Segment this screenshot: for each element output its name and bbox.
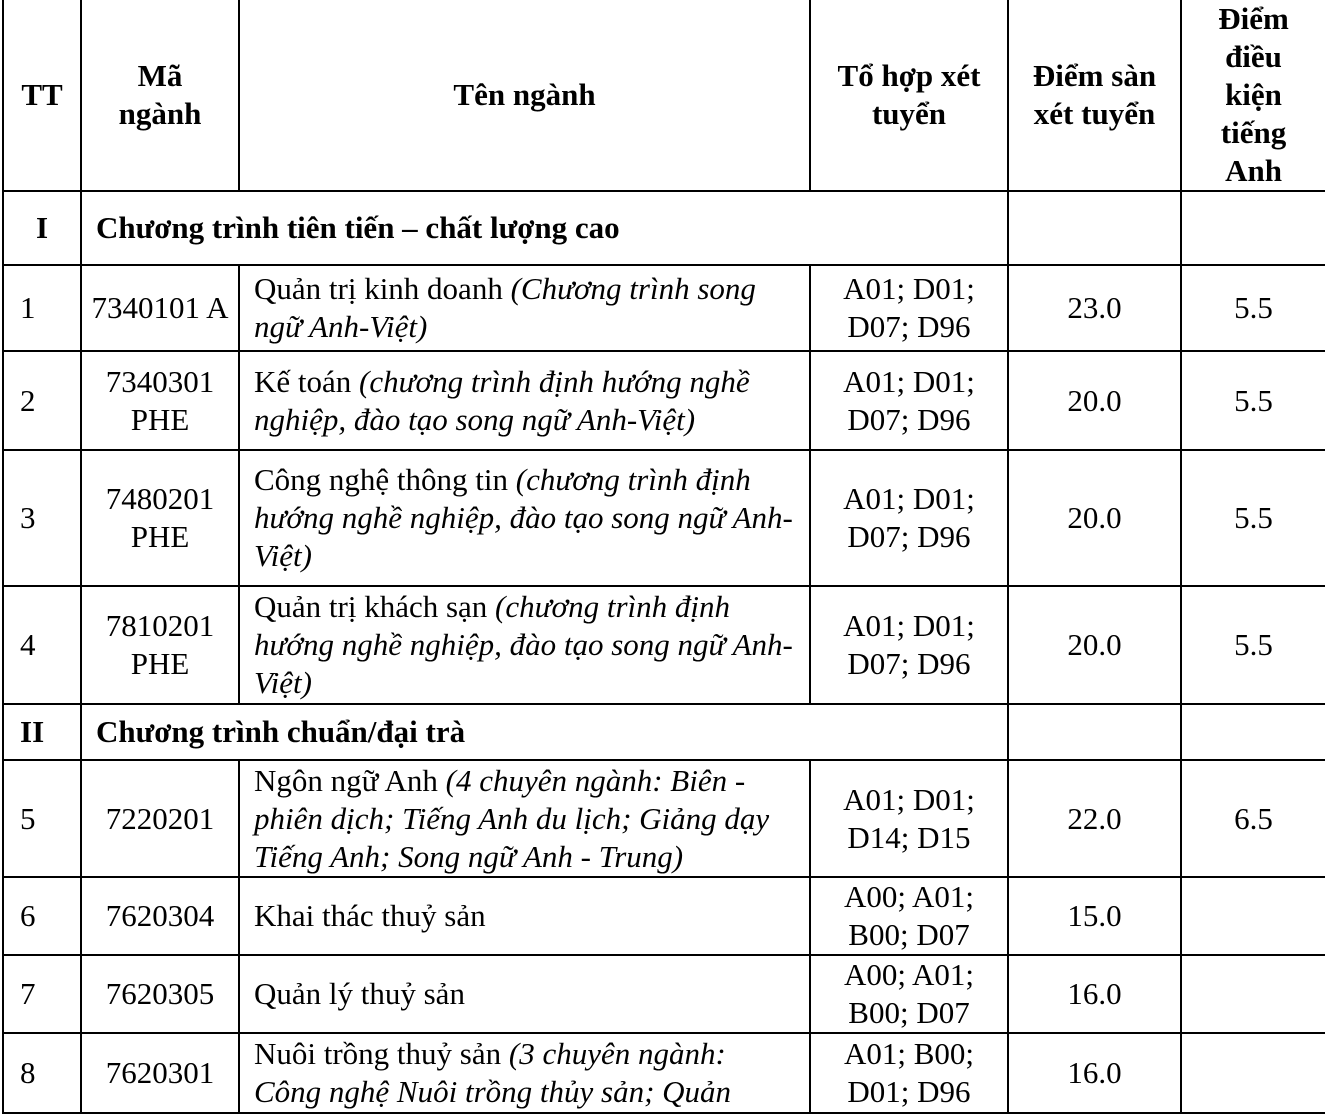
- major-name-note: (4 chuyên ngành: Biên - phiên dịch; Tiếng Anh du lịch; Giảng dạy Tiếng Anh; Song ngữ Anh - Trung): [254, 762, 770, 874]
- floor-score: 20.0: [1008, 450, 1181, 586]
- major-name: [239, 955, 810, 1033]
- empty-cell: [1008, 191, 1181, 265]
- major-name: [239, 1033, 810, 1113]
- col-header-english: Điểm điều kiện tiếng Anh: [1181, 0, 1325, 191]
- major-name-main: Quản trị khách sạn: [254, 589, 496, 624]
- row-number: 3: [3, 450, 81, 586]
- english-score: [1181, 1033, 1325, 1113]
- subject-combination: A01; D01; D14; D15: [810, 760, 1008, 877]
- col-header-tt: TT: [3, 0, 81, 191]
- major-name: [239, 760, 810, 877]
- subject-combination: A01; D01; D07; D96: [810, 351, 1008, 450]
- major-name: [239, 265, 810, 351]
- major-name: [239, 586, 810, 704]
- major-name-note: (chương trình định hướng nghề nghiệp, đào tạo song ngữ Anh-Việt): [254, 589, 793, 700]
- section-row: [3, 704, 1325, 760]
- floor-score: 16.0: [1008, 955, 1181, 1033]
- table-row: [3, 1033, 1325, 1113]
- major-name-main: Công nghệ thông tin: [254, 462, 516, 497]
- section-number: II: [3, 704, 81, 760]
- table-row: [3, 760, 1325, 877]
- row-number: 6: [3, 877, 81, 955]
- table-row: [3, 450, 1325, 586]
- floor-score: 23.0: [1008, 265, 1181, 351]
- english-score: [1181, 955, 1325, 1033]
- major-name: [239, 450, 810, 586]
- major-name-main: Ngôn ngữ Anh: [254, 762, 446, 798]
- major-name-note: (3 chuyên ngành: Công nghệ Nuôi trồng thủy sản; Quản: [254, 1036, 732, 1109]
- header-row: [3, 0, 1325, 191]
- major-code: 7480201 PHE: [81, 450, 239, 586]
- admission-table: [2, 0, 1325, 1114]
- table-row: [3, 586, 1325, 704]
- major-name-main: Khai thác thuỷ sản: [254, 898, 486, 933]
- row-number: 7: [3, 955, 81, 1033]
- section-row: [3, 191, 1325, 265]
- floor-score: 20.0: [1008, 586, 1181, 704]
- section-title: Chương trình chuẩn/đại trà: [81, 704, 1008, 760]
- major-name: [239, 877, 810, 955]
- major-name: [239, 351, 810, 450]
- major-name-note: (chương trình định hướng nghề nghiệp, đào tạo song ngữ Anh-Việt): [254, 462, 793, 573]
- floor-score: 15.0: [1008, 877, 1181, 955]
- major-name-main: Nuôi trồng thuỷ sản: [254, 1036, 509, 1071]
- col-header-code: Mã ngành: [81, 0, 239, 191]
- major-name-main: Quản trị kinh doanh: [254, 271, 511, 306]
- section-number: I: [3, 191, 81, 265]
- major-code: 7620305: [81, 955, 239, 1033]
- empty-cell: [1181, 191, 1325, 265]
- major-code: 7220201: [81, 760, 239, 877]
- english-score: [1181, 877, 1325, 955]
- col-header-combo: Tổ hợp xét tuyển: [810, 0, 1008, 191]
- english-score: 5.5: [1181, 265, 1325, 351]
- floor-score: 16.0: [1008, 1033, 1181, 1113]
- subject-combination: A01; D01; D07; D96: [810, 586, 1008, 704]
- english-score: 5.5: [1181, 450, 1325, 586]
- english-score: 5.5: [1181, 351, 1325, 450]
- english-score: 5.5: [1181, 586, 1325, 704]
- major-code: 7810201 PHE: [81, 586, 239, 704]
- subject-combination: A00; A01; B00; D07: [810, 955, 1008, 1033]
- major-name-note: (Chương trình song ngữ Anh-Việt): [254, 271, 756, 344]
- table-row: [3, 351, 1325, 450]
- table-row: [3, 265, 1325, 351]
- section-title: Chương trình tiên tiến – chất lượng cao: [81, 191, 1008, 265]
- subject-combination: A00; A01; B00; D07: [810, 877, 1008, 955]
- major-code: 7620304: [81, 877, 239, 955]
- subject-combination: A01; D01; D07; D96: [810, 450, 1008, 586]
- col-header-name: Tên ngành: [239, 0, 810, 191]
- major-code: 7340301 PHE: [81, 351, 239, 450]
- major-name-main: Kế toán: [254, 363, 360, 399]
- table-row: [3, 877, 1325, 955]
- subject-combination: A01; B00; D01; D96: [810, 1033, 1008, 1113]
- row-number: 8: [3, 1033, 81, 1113]
- row-number: 2: [3, 351, 81, 450]
- row-number: 5: [3, 760, 81, 877]
- table-row: [3, 955, 1325, 1033]
- english-score: 6.5: [1181, 760, 1325, 877]
- floor-score: 22.0: [1008, 760, 1181, 877]
- major-name-main: Quản lý thuỷ sản: [254, 976, 465, 1011]
- floor-score: 20.0: [1008, 351, 1181, 450]
- subject-combination: A01; D01; D07; D96: [810, 265, 1008, 351]
- major-code: 7620301: [81, 1033, 239, 1113]
- row-number: 1: [3, 265, 81, 351]
- col-header-floor: Điểm sàn xét tuyển: [1008, 0, 1181, 191]
- empty-cell: [1008, 704, 1181, 760]
- row-number: 4: [3, 586, 81, 704]
- major-name-note: (chương trình định hướng nghề nghiệp, đào tạo song ngữ Anh-Việt): [254, 363, 750, 437]
- empty-cell: [1181, 704, 1325, 760]
- major-code: 7340101 A: [81, 265, 239, 351]
